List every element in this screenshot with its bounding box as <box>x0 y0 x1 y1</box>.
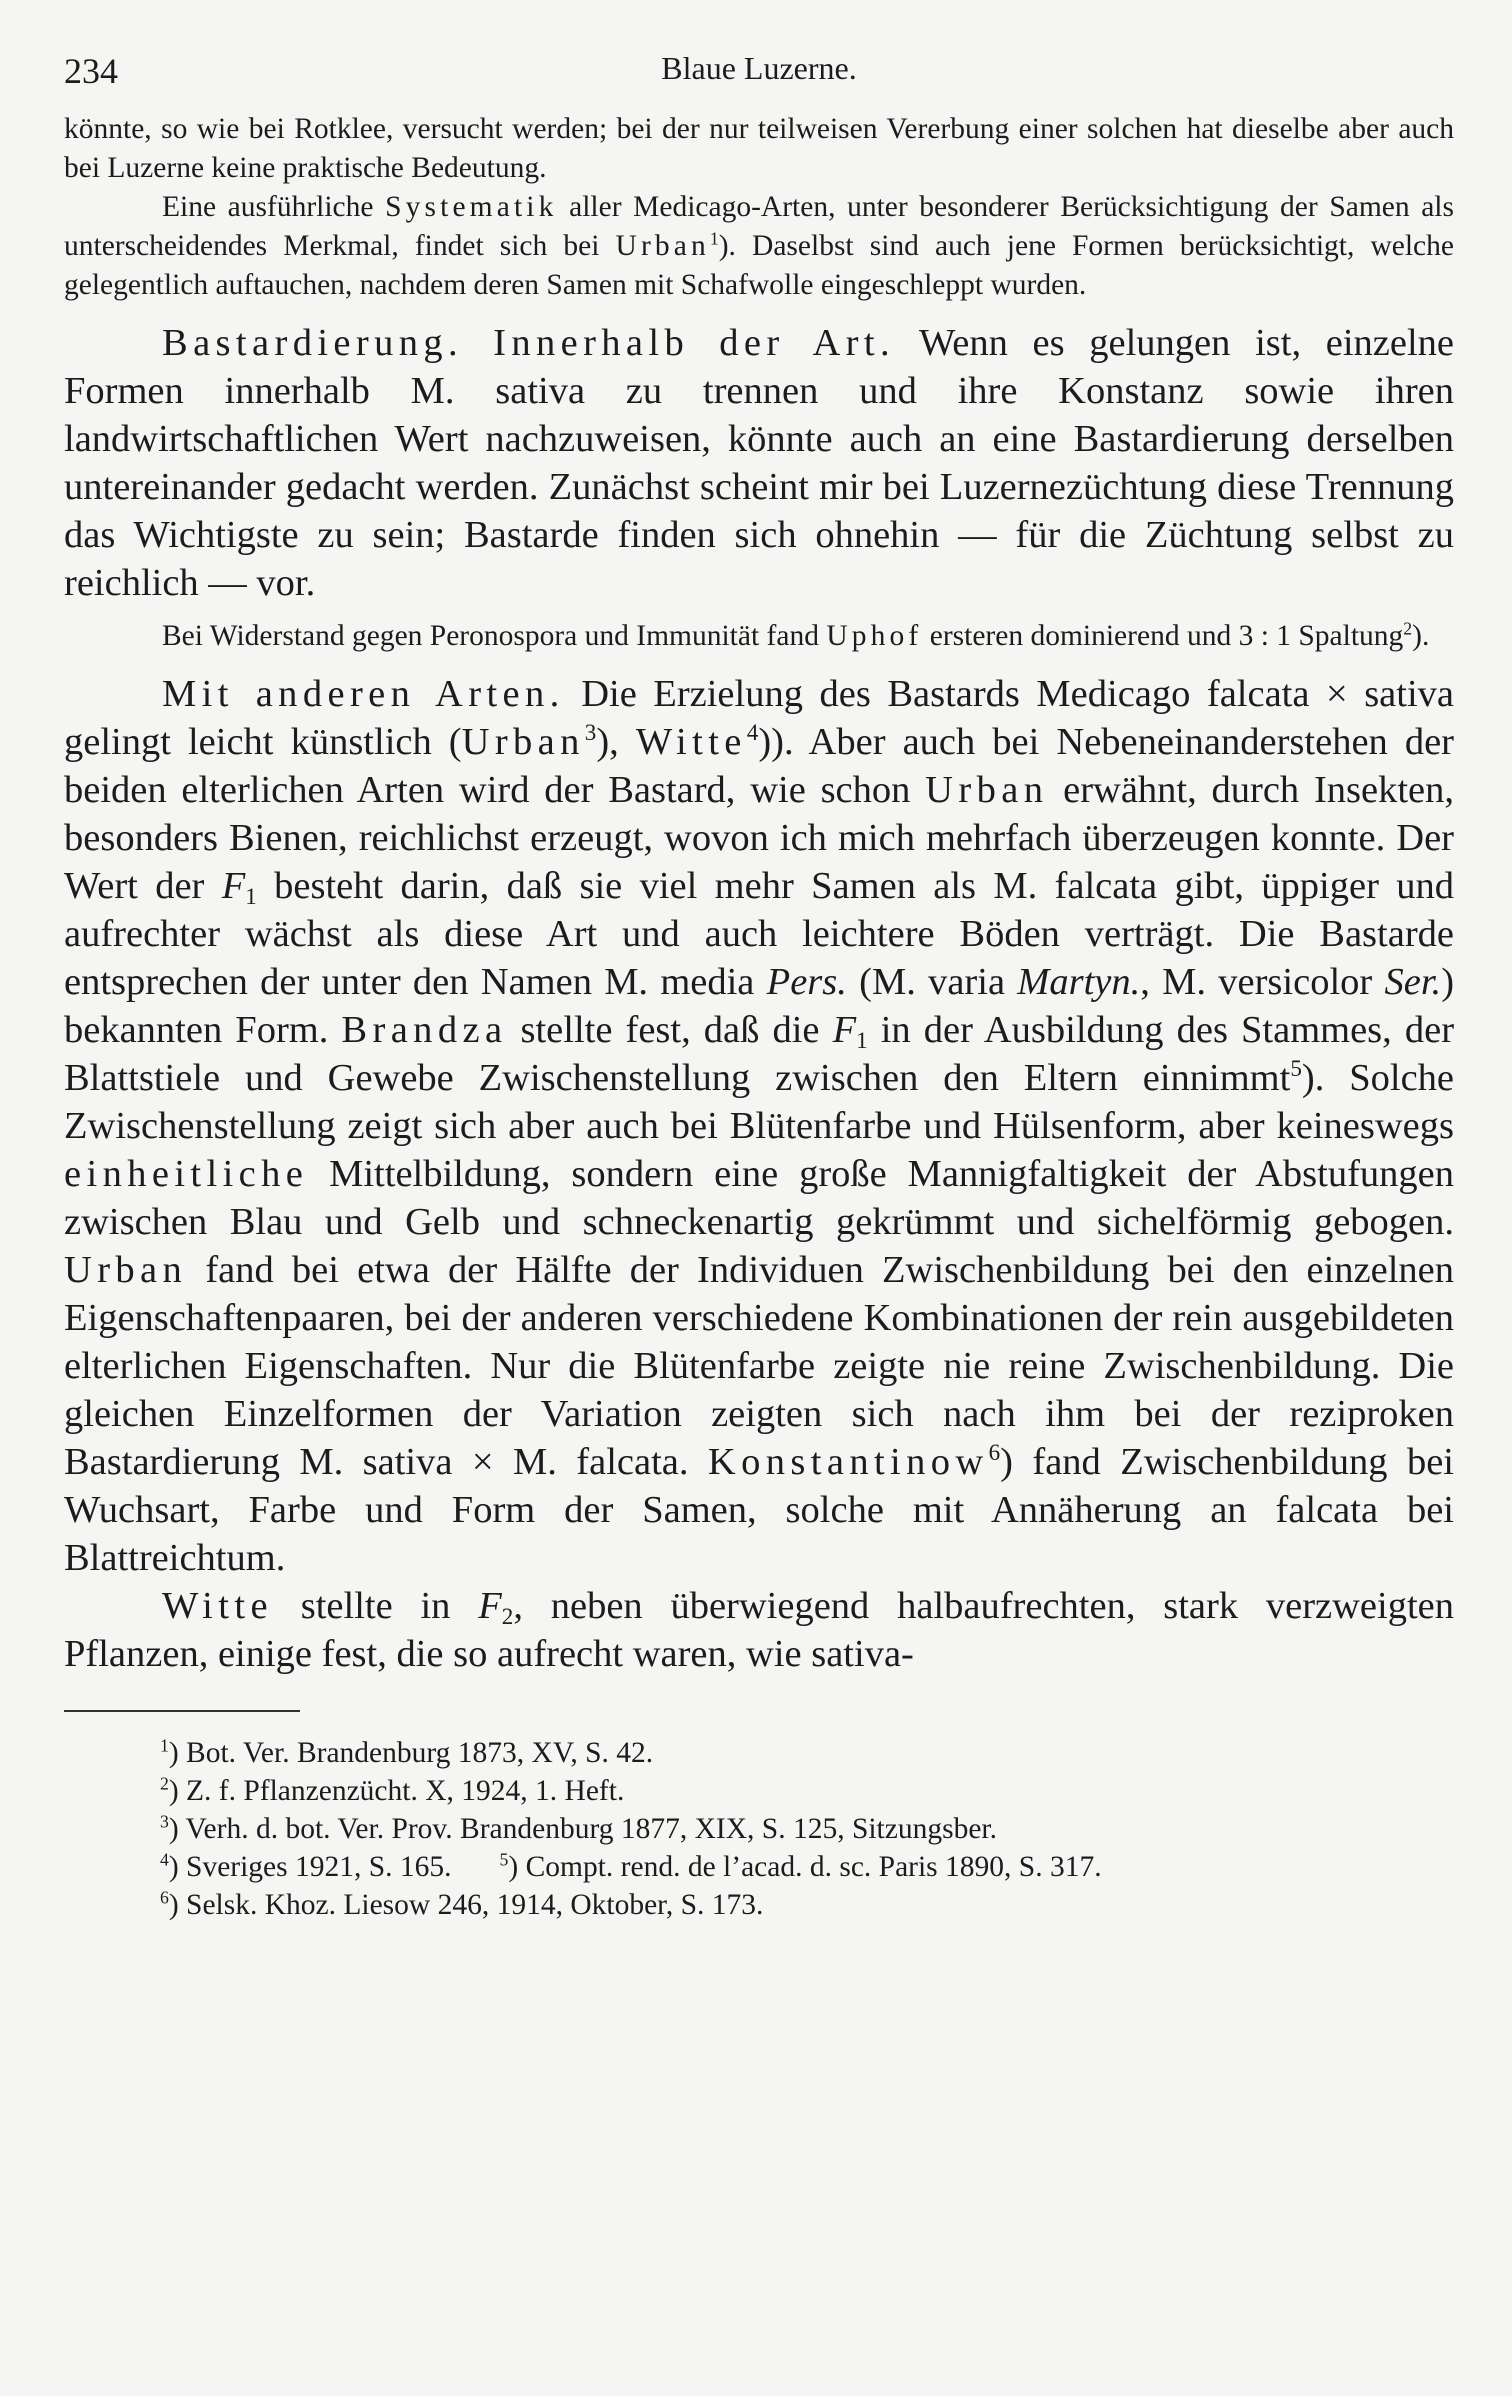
footnote-ref: 5 <box>1290 1055 1302 1082</box>
section-heading: Mit anderen Arten. <box>162 673 565 715</box>
paragraph-systematik: Eine ausführliche Systematik aller Medicago-Arten, unter besonderer Berücksichtigung der Samen als unterscheidendes Merkmal, findet sich bei Urban$^1$). Daselbst sind auch jene Formen berücksichtigt, welche gelegentlich auftauchen, nachdem deren Samen mit Schafwolle eingeschleppt wurden. <box>64 191 1454 301</box>
page-header <box>64 50 1454 110</box>
footnote-ref: 4 <box>746 719 759 746</box>
footnote-6: $^6$) Selsk. Khoz. Liesow 246, 1914, Oktober, S. 173. <box>160 1887 764 1921</box>
paragraph-witte: Witte stellte in $F_2$, neben überwiegend halbaufrechten, stark verzweigten Pflanzen, einige fest, die so aufrecht waren, wie sativa- <box>64 1585 1454 1675</box>
footnote-2: $^2$) Z. f. Pflanzenzücht. X, 1924, 1. Heft. <box>160 1773 625 1807</box>
paragraph-andere-arten: Mit anderen Arten. Die Erzielung des Bastards Medicago falcata × sativa gelingt leicht künstlich (Urban$^3$), Witte$^4$)). Aber auch bei Nebeneinanderstehen der beiden elterlichen Arten wird der Bastard, wie schon Urban erwähnt, durch Insekten, besonders Bienen, reichlichst erzeugt, wovon ich mich mehrfach überzeugen konnte. Der Wert der $F_1$ besteht darin, daß sie viel mehr Samen als M. falcata gibt, üppiger und aufrechter wächst als diese Art und auch leichtere Böden verträgt. Die Bastarde entsprechen der unter den Namen M. media Pers. (M. varia Martyn., M. versicolor Ser.) bekannten Form. Brandza stellte fest, daß die $F_1$ in der Ausbildung des Stammes, der Blattstiele und Gewebe Zwischenstellung zwischen den Eltern einnimmt$^5$). Solche Zwischenstellung zeigt sich aber auch bei Blütenfarbe und Hülsenform, aber keineswegs einheitliche Mittelbildung, sondern eine große Mannigfaltigkeit der Abstufungen zwischen Blau und Gelb und schneckenartig gekrümmt und sichelförmig gebogen. Urban fand bei etwa der Hälfte der Individuen Zwischenbildung bei den einzelnen Eigenschaftenpaaren, bei der anderen verschiedene Kombinationen der rein ausgebildeten elterlichen Eigenschaften. Nur die Blütenfarbe zeigte nie reine Zwischenbildung. Die gleichen Einzelformen der Variation zeigten sich nach ihm bei der reziproken Bastardierung M. sativa × M. falcata. Konstantinow$^6$) fand Zwischenbildung bei Wuchsart, Farbe und Form der Samen, solche mit Annäherung an falcata bei Blattreichtum. <box>64 673 1455 1579</box>
footnote-ref: 2 <box>1403 618 1413 639</box>
section-heading: Bastardierung. Innerhalb der Art. <box>162 322 895 364</box>
paragraph-bastardierung: Bastardierung. Innerhalb der Art. Wenn es gelungen ist, einzelne Formen innerhalb M. sativa zu trennen und ihre Konstanz sowie ihren landwirtschaftlichen Wert nachzuweisen, könnte auch an eine Bastardierung derselben untereinander gedacht werden. Zunächst scheint mir bei Luzernezüchtung diese Trennung das Wichtigste zu sein; Bastarde finden sich ohnehin — für die Züchtung selbst zu reichlich — vor. <box>64 322 1454 604</box>
footnote-divider <box>64 1710 300 1712</box>
footnote-4-5: $^4$) Sveriges 1921, S. 165. $^5$) Compt. rend. de l’acad. d. sc. Paris 1890, S. 317. <box>160 1849 1102 1883</box>
footnote-ref: 3 <box>584 719 597 746</box>
page-number: 234 <box>64 51 118 91</box>
footnote-ref: 6 <box>988 1439 1001 1466</box>
footnote-1: $^1$) Bot. Ver. Brandenburg 1873, XV, S. 42. <box>160 1735 654 1769</box>
footnotes <box>64 1734 1454 1924</box>
paragraph-1: könnte, so wie bei Rotklee, versucht werden; bei der nur teilweisen Vererbung einer solchen hat dieselbe aber auch bei Luzerne keine praktische Bedeutung. <box>64 113 1454 184</box>
paragraph-peronospora: Bei Widerstand gegen Peronospora und Immunität fand Uphof ersteren dominierend und 3 : 1 Spaltung$^2$). <box>162 618 1430 652</box>
footnote-3: $^3$) Verh. d. bot. Ver. Prov. Brandenburg 1877, XIX, S. 125, Sitzungsber. <box>160 1811 997 1845</box>
footnote-ref: 1 <box>709 228 719 249</box>
running-title: Blaue Luzerne. <box>661 50 857 86</box>
